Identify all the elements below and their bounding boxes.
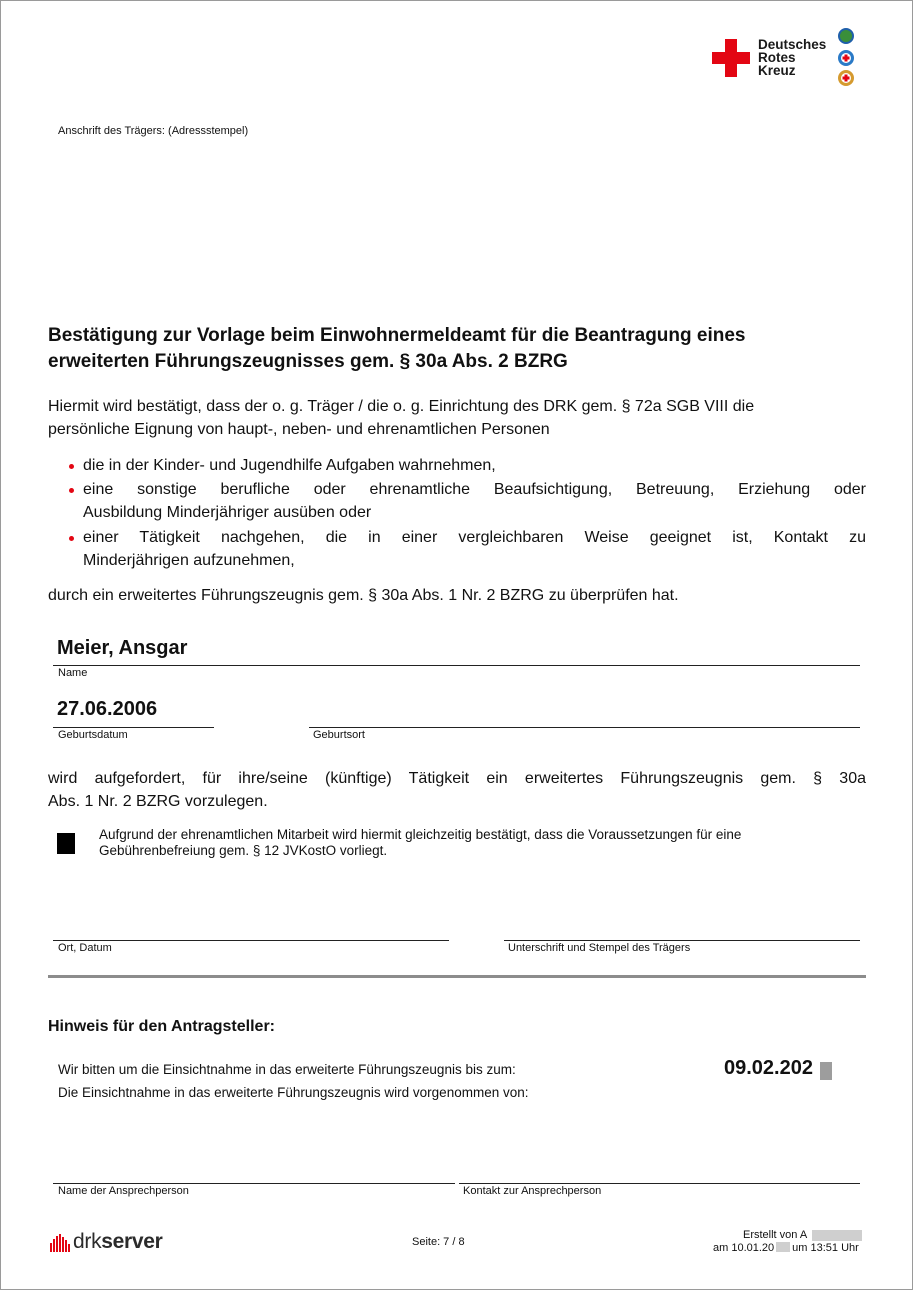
birthdate-label: Geburtsdatum (58, 729, 128, 741)
birthdate-value[interactable]: 27.06.2006 (57, 698, 158, 720)
created-on: am 10.01.20 um 13:51 Uhr (713, 1242, 859, 1254)
bullet-item: eine sonstige berufliche oder ehrenamtliche Beaufsichtigung, Betreuung, Erziehung oder Ausbildung Minderjähriger ausüben oder (83, 481, 866, 521)
signature-line (504, 940, 860, 941)
place-date-label: Ort, Datum (58, 942, 112, 954)
youth-emblem-icon (839, 29, 853, 43)
notice-line-2: Die Einsichtnahme in das erweiterte Führungszeugnis wird vorgenommen von: (58, 1085, 529, 1100)
notice-heading: Hinweis für den Antragsteller: (48, 1018, 275, 1035)
name-line (53, 665, 860, 666)
document-title: Bestätigung zur Vorlage beim Einwohnermeldeamt für die Beantragung eines erweiterten Führungszeugnisses gem. § 30a Abs. 2 BZRG (48, 325, 746, 372)
redaction-mask (820, 1062, 832, 1080)
page-number: Seite: 7 / 8 (412, 1236, 465, 1248)
drkserver-brand: drkserver (73, 1230, 163, 1253)
fee-exemption-checkbox[interactable] (57, 833, 75, 854)
bullet-item: die in der Kinder- und Jugendhilfe Aufgaben wahrnehmen, (83, 457, 496, 474)
contact-name-label: Name der Ansprechperson (58, 1185, 189, 1197)
emblem-icons (835, 27, 859, 89)
fee-exemption-text: Aufgrund der ehrenamtlichen Mitarbeit wird hiermit gleichzeitig bestätigt, dass die Voraussetzungen für eine Gebührenbefreiung gem. § 12 JVKostO vorliegt. (99, 827, 742, 858)
intro-text: Hiermit wird bestätigt, dass der o. g. Träger / die o. g. Einrichtung des DRK gem. § 72a SGB VIII die persönliche Eignung von haupt-, neben- und ehrenamtlichen Personen (48, 398, 755, 438)
notice-line-1: Wir bitten um die Einsichtnahme in das erweiterte Führungszeugnis bis zum: (58, 1062, 516, 1077)
request-text: wird aufgefordert, für ihre/seine (künftige) Tätigkeit ein erweitertes Führungszeugnis gem. § 30a Abs. 1 Nr. 2 BZRG vorzulegen. (48, 770, 866, 810)
birthplace-line (309, 727, 860, 728)
contact-line (459, 1183, 860, 1184)
name-label: Name (58, 667, 88, 679)
created-by: Erstellt von A (743, 1229, 808, 1241)
section-divider (48, 975, 866, 978)
redaction-mask (812, 1230, 862, 1241)
address-label: Anschrift des Trägers: (Adressstempel) (58, 125, 249, 137)
birthplace-label: Geburtsort (313, 729, 365, 741)
contact-name-line (53, 1183, 455, 1184)
closing-text: durch ein erweitertes Führungszeugnis gem. § 30a Abs. 1 Nr. 2 BZRG zu überprüfen hat. (48, 587, 679, 604)
bullet-dot (69, 488, 74, 493)
bullet-dot (69, 536, 74, 541)
place-date-line (53, 940, 449, 941)
contact-label: Kontakt zur Ansprechperson (463, 1185, 602, 1197)
birthdate-line (53, 727, 214, 728)
drk-logo (712, 39, 750, 77)
bullet-item: einer Tätigkeit nachgehen, die in einer vergleichbaren Weise geeignet ist, Kontakt zu Minderjährigen aufzunehmen, (83, 529, 866, 569)
name-value[interactable]: Meier, Ansgar (57, 637, 188, 659)
signature-label: Unterschrift und Stempel des Trägers (508, 942, 691, 954)
bullet-dot (69, 464, 74, 469)
logo-wordmark: Deutsches Rotes Kreuz (758, 37, 827, 78)
due-date-value[interactable]: 09.02.202 (724, 1057, 813, 1079)
drkserver-logo-icon (50, 1234, 72, 1252)
